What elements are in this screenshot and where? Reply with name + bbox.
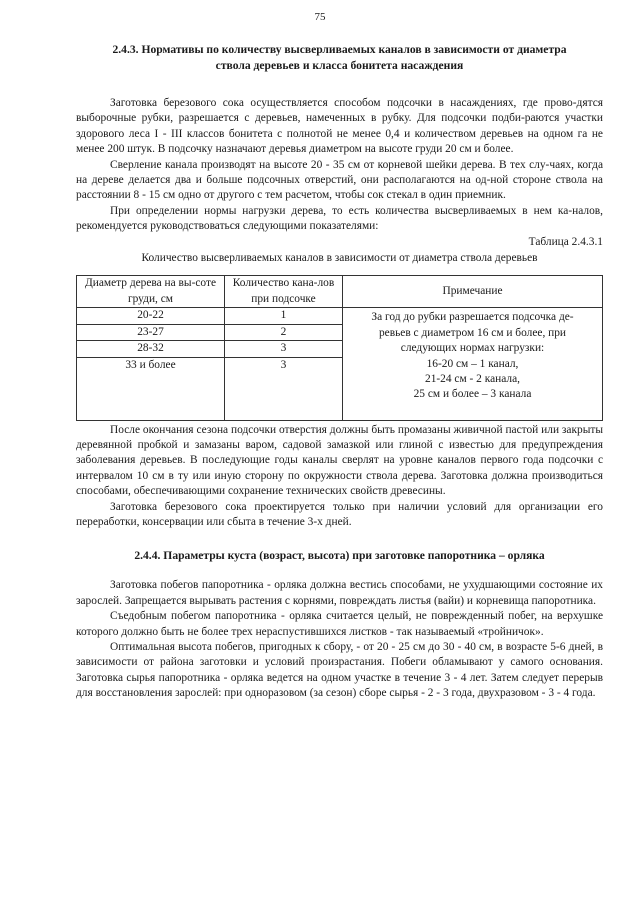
paragraph: Сверление канала производят на высоте 20 - 35 см от корневой шейки дерева. В тех слу-чаях, когда на дереве делается два и больше подсочных отверстий, они располагаются на од-ной стороне ствола на расстоянии 8 - 15 см одно от другого с тем расчетом, чтобы сок стекал в один приемник. <box>76 158 603 202</box>
note-line: 25 см и более – 3 канала <box>413 388 532 401</box>
table-header-row <box>77 276 603 308</box>
section-heading-2-4-3 <box>76 42 603 74</box>
table-label: Таблица 2.4.3.1 <box>528 235 603 248</box>
table-header-note: Примечание <box>343 276 603 308</box>
table-cell-count: 3 <box>225 357 343 420</box>
paragraph: Заготовка побегов папоротника - орляка должна вестись способами, не ухудшающими состояние их зарослей. Запрещается вырывать растения с корнями, повреждать листья (вайи) и корневища папоротника. <box>76 579 603 607</box>
table-cell-note <box>343 308 603 420</box>
table-cell-diameter: 23-27 <box>77 324 225 340</box>
table-cell-count: 1 <box>225 308 343 324</box>
note-line: 16-20 см – 1 канал, <box>426 357 519 370</box>
section-heading-2-4-4: 2.4.4. Параметры куста (возраст, высота) при заготовке папоротника – орляка <box>134 549 545 563</box>
note-line: 21-24 см - 2 канала, <box>425 372 520 385</box>
paragraph: Оптимальная высота побегов, пригодных к сбору, - от 20 - 25 см до 30 - 40 см, в возрасте 5-6 дней, в зависимости от района заготовки и условий произрастания. Побеги обламывают у самого основания. Заготовка сырья папоротника - орляка ведется на одном участке в течение 3 - 4 лет. Затем следует перерыв для восстановления зарослей: при одноразовом (за сезон) сборе сырья - 2 - 3 года, двухразовом - 3 - 4 года. <box>76 640 603 700</box>
table-cell-count: 2 <box>225 324 343 340</box>
table-row <box>77 308 603 324</box>
table-header-diameter: Диаметр дерева на вы-соте груди, см <box>77 276 225 308</box>
paragraph: Заготовка березового сока осуществляется способом подсочки в насаждениях, где прово-дятся выборочные рубки, разрешается с деревьев, намеченных в рубку. Для подсочки подби-раются участки здорового леса I - III классов бонитета с полнотой не менее 0,4 и количеством деревьев на одном га не менее 200 штук. В подсочку назначают деревья диаметром на высоте груди 20 см и более. <box>76 97 603 156</box>
channels-table <box>76 275 603 420</box>
table-title: Количество высверливаемых каналов в зависимости от диаметра ствола деревьев <box>141 252 538 265</box>
table-cell-diameter: 20-22 <box>77 308 225 324</box>
table-cell-count: 3 <box>225 341 343 357</box>
paragraph: Съедобным побегом папоротника - орляка считается целый, не поврежденный побег, на верхушке которого должно быть не более трех нераспустившихся листков - так называемый «тройничок». <box>76 610 603 638</box>
heading-line-1: 2.4.3. Нормативы по количеству высверливаемых каналов в зависимости от диаметра <box>112 43 567 56</box>
note-line: За год до рубки разрешается подсочка де- <box>371 311 574 324</box>
heading-line-2: ствола деревьев и класса бонитета насаждения <box>215 59 464 72</box>
document-body <box>76 42 603 702</box>
paragraph: Заготовка березового сока проектируется только при наличии условий для организации его переработки, консервации или сбыта в течение 3-х дней. <box>76 500 603 528</box>
table-cell-diameter: 28-32 <box>77 341 225 357</box>
paragraph: При определении нормы нагрузки дерева, то есть количества высверливаемых в нем ка-налов, рекомендуется руководствоваться следующими показателями: <box>76 204 603 233</box>
page-number: 75 <box>314 11 326 23</box>
table-header-count: Количество кана-лов при подсочке <box>225 276 343 308</box>
table-cell-diameter: 33 и более <box>77 357 225 420</box>
note-line: ревьев с диаметром 16 см и более, при <box>378 326 567 339</box>
paragraph: После окончания сезона подсочки отверстия должны быть промазаны живичной пастой или закрыты деревянной пробкой и замазаны варом, садовой замазкой или глиной с известью для предупреждения заболевания деревьев. В последующие годы каналы сверлят на уровне каналов первого года подсочки с интервалом 10 см в ту или иную сторону по окружности ствола дерева. Заготовка должна производиться способами, обеспечивающими сохранение технических свойств древесины. <box>76 423 603 498</box>
note-line: следующих нормах нагрузки: <box>400 342 545 355</box>
